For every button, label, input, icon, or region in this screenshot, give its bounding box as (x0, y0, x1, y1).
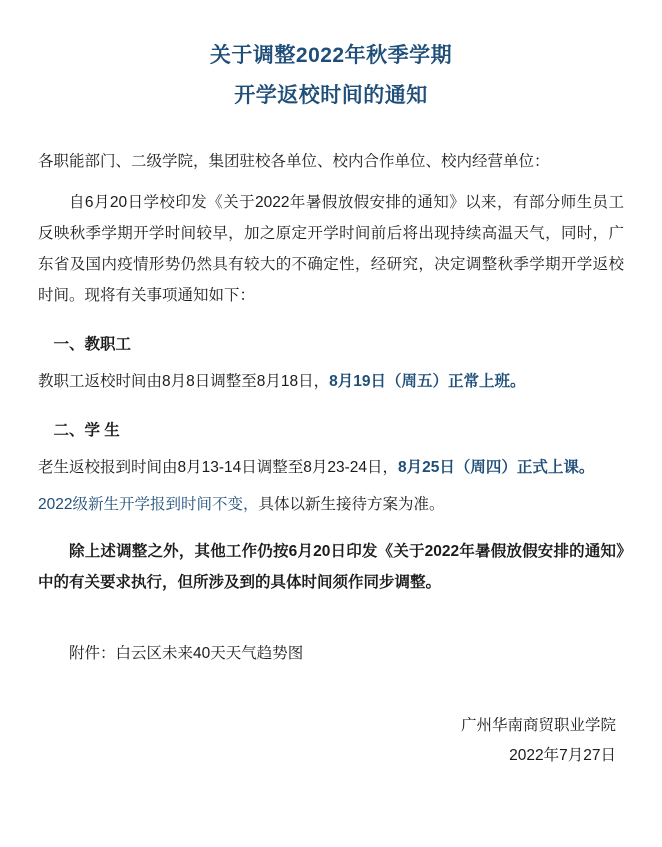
attachment-line: 附件：白云区未来40天天气趋势图 (69, 645, 304, 662)
section-heading-students: 二、学 生 (53, 422, 120, 439)
students-body-prefix: 老生返校报到时间由8月13-14日调整至8月23-24日， (38, 459, 399, 476)
signature-organization: 广州华南商贸职业学院 (460, 717, 616, 734)
intro-paragraph: 自6月20日学校印发《关于2022年暑假放假安排的通知》以来，有部分师生员工反映秋季学期开学时间较早，加之原定开学时间前后将出现持续高温天气，同时，广东省及国内疫情形势仍然具有较大的不确定性，经研究，决定调整秋季学期开学返校时间。现将有关事项通知如下： (38, 194, 624, 304)
section-body-students (38, 452, 624, 483)
closing-paragraph: 除上述调整之外，其他工作仍按6月20日印发《关于2022年暑假放假安排的通知》中的有关要求执行，但所涉及到的具体时间须作同步调整。 (38, 543, 624, 591)
title-line-2: 开学返校时间的通知 (234, 84, 428, 107)
document-body (38, 146, 624, 669)
section-body-staff (38, 366, 624, 397)
freshmen-note (38, 489, 624, 520)
section-heading-staff: 一、教职工 (53, 336, 132, 353)
students-body-highlight: 8月25日（周四）正式上课。 (398, 459, 595, 476)
freshmen-note-rest: 具体以新生接待方案为准。 (258, 496, 445, 513)
staff-body-prefix: 教职工返校时间由8月8日调整至8月18日， (38, 373, 330, 390)
signature-date: 2022年7月27日 (509, 747, 616, 764)
title-line-1: 关于调整2022年秋季学期 (209, 44, 453, 67)
document-title (38, 0, 624, 116)
signature-block (38, 711, 624, 771)
staff-body-highlight: 8月19日（周五）正常上班。 (329, 373, 526, 390)
freshmen-note-highlight: 2022级新生开学报到时间不变， (38, 496, 259, 513)
salutation: 各职能部门、二级学院，集团驻校各单位、校内合作单位、校内经营单位： (38, 153, 550, 170)
